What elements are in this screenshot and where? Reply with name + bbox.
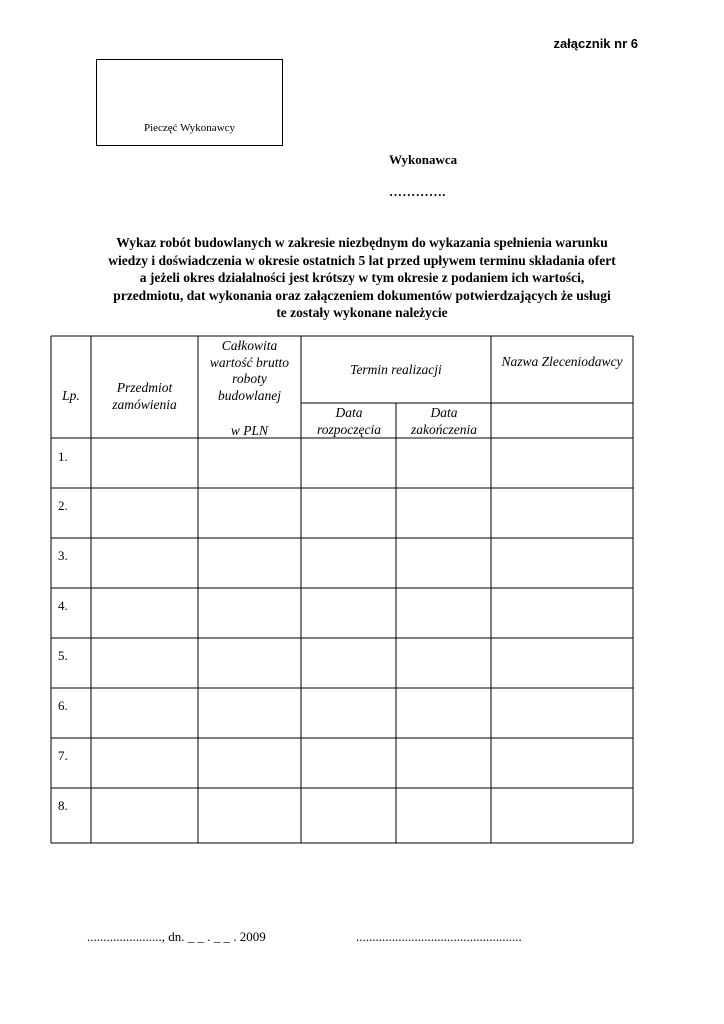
header-client: Nazwa Zleceniodawcy (501, 354, 623, 369)
header-value: Całkowita wartość brutto roboty budowlanej (209, 338, 290, 403)
row-number: 8. (58, 798, 68, 813)
header-subject: Przedmiot zamówienia (112, 380, 177, 412)
title-line: te zostały wykonane należycie (276, 305, 448, 321)
contractor-heading: Wykonawca (389, 152, 458, 167)
header-start-date: Data rozpoczęcia (317, 405, 381, 437)
signature-line: ................................................... (356, 929, 522, 944)
row-number: 2. (58, 498, 68, 513)
title-line: przedmiotu, dat wykonania oraz załączeniem dokumentów potwierdzających że usługi (113, 287, 611, 303)
row-number: 7. (58, 748, 68, 763)
header-end-date: Data zakończenia (411, 405, 477, 437)
title-line: Wykaz robót budowlanych w zakresie niezbędnym do wykazania spełnienia warunku (116, 235, 608, 250)
row-number: 5. (58, 648, 68, 663)
stamp-label: Pieczęć Wykonawcy (143, 122, 236, 134)
row-number: 6. (58, 698, 68, 713)
contractor-name-placeholder: …………. (389, 184, 446, 199)
place-date-line: ......................., dn. _ _ . _ _ . 2009 (87, 929, 266, 944)
header-term: Termin realizacji (350, 362, 442, 377)
annex-label: załącznik nr 6 (553, 36, 638, 51)
row-number: 4. (58, 598, 68, 613)
header-value-unit: w PLN (230, 423, 269, 438)
row-number: 1. (58, 449, 68, 464)
header-lp: Lp. (62, 388, 80, 403)
row-number: 3. (58, 548, 68, 563)
title-line: a jeżeli okres działalności jest krótszy w tym okresie z podaniem ich wartości, (139, 270, 585, 286)
title-line: wiedzy i doświadczenia w okresie ostatnich 5 lat przed upływem terminu składania ofert (108, 252, 616, 268)
